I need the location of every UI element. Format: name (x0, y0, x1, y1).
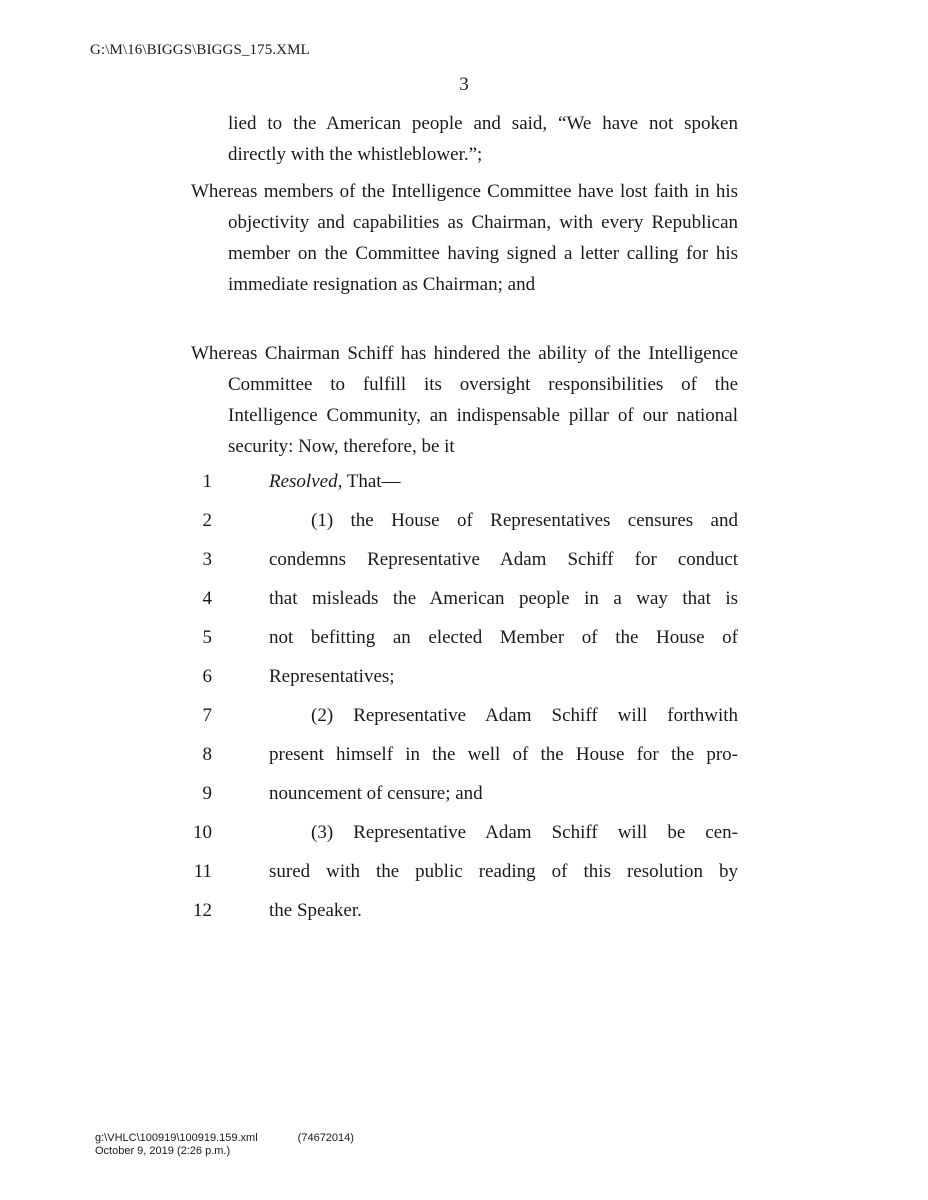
continuation-paragraph: lied to the American people and said, “We have not spoken directly with the whistleblower.”; (228, 113, 738, 165)
line-number: 4 (202, 588, 212, 609)
whereas-clause-1: Whereas members of the Intelligence Committee have lost faith in his objectivity and capabilities as Chairman, with every Republican member on the Committee having signed a letter calling for his immediate resignation as Chairman; and (191, 181, 738, 295)
line-text: sured with the public reading of this resolution by (269, 861, 738, 882)
line-number: 11 (193, 861, 212, 882)
line-text: present himself in the well of the House for the pro- (269, 744, 738, 765)
footer (95, 1132, 354, 1158)
footer-path: g:\VHLC\100919\100919.159.xml (95, 1132, 258, 1144)
resolved-rest: That— (342, 471, 401, 492)
line-number: 9 (202, 783, 212, 804)
line-text: nouncement of censure; and (269, 783, 483, 804)
line-text: (2) Representative Adam Schiff will forthwith (311, 705, 738, 726)
line-number: 12 (193, 900, 212, 921)
line-text: the Speaker. (269, 900, 362, 921)
line-text: (3) Representative Adam Schiff will be cen- (311, 822, 738, 843)
footer-date: October 9, 2019 (2:26 p.m.) (95, 1145, 231, 1157)
line-number: 3 (202, 549, 212, 570)
line-text: that misleads the American people in a way that is (269, 588, 738, 609)
line-text: (1) the House of Representatives censures and (311, 510, 738, 531)
line-number: 1 (202, 471, 212, 492)
line-number: 6 (202, 666, 212, 687)
whereas-clause-2: Whereas Chairman Schiff has hindered the ability of the Intelligence Committee to fulfill its oversight responsibilities of the Intelligence Community, an indispensable pillar of our national security: Now, therefore, be it (191, 343, 738, 457)
line-number: 5 (202, 627, 212, 648)
line-text: not befitting an elected Member of the House of (269, 627, 738, 648)
resolved-clause (269, 470, 738, 494)
line-number: 10 (193, 822, 212, 843)
line-number: 2 (202, 510, 212, 531)
line-text: Representatives; (269, 666, 395, 687)
line-number: 8 (202, 744, 212, 765)
resolved-word: Resolved, (269, 471, 343, 492)
line-text: condemns Representative Adam Schiff for conduct (269, 549, 738, 570)
page-number: 3 (459, 74, 469, 95)
file-path: G:\M\16\BIGGS\BIGGS_175.XML (90, 42, 310, 58)
footer-code: (74672014) (297, 1132, 354, 1144)
line-number: 7 (202, 705, 212, 726)
